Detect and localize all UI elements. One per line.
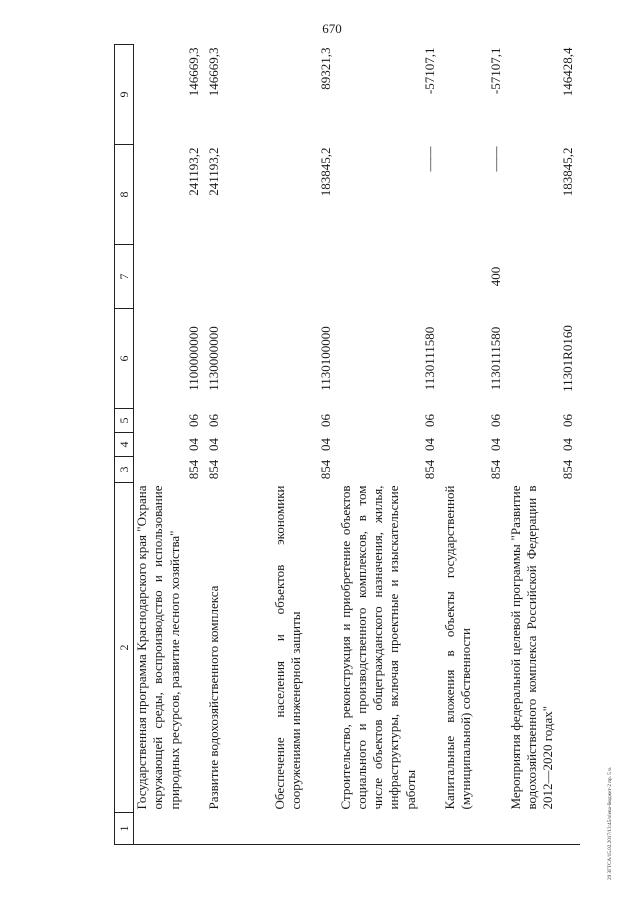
table-row [134, 45, 206, 845]
row-code-6: 1130100000 [318, 326, 334, 391]
header-col-8: 8 [115, 145, 134, 245]
row-code-5: 06 [318, 414, 334, 427]
row-code-4: 04 [205, 438, 221, 451]
row-value-8: 183845,2 [318, 147, 334, 197]
header-col-7: 7 [115, 245, 134, 309]
table-row [272, 45, 338, 845]
row-value-9: 89321,3 [318, 47, 334, 90]
row-name: Мероприятия федеральной целевой программы "Развитие водохозяйственного комплекса Российской Федерации в 2012—2020 годах" [507, 485, 555, 810]
row-code-7 [338, 245, 442, 309]
header-col-4: 4 [115, 433, 134, 457]
row-number-cell [272, 813, 338, 845]
row-code-7 [206, 245, 272, 309]
table-header-row [115, 45, 134, 845]
row-code-6: 1130111580 [488, 326, 504, 391]
header-col-3: 3 [115, 457, 134, 483]
row-code-7: 400 [488, 266, 504, 287]
row-value-8: —— [488, 147, 504, 172]
row-number-cell [338, 813, 442, 845]
table-row [338, 45, 442, 845]
row-code-5: 06 [488, 414, 504, 427]
row-value-8: —— [422, 147, 438, 172]
row-code-4: 04 [318, 438, 334, 451]
row-value-9: 146428,4 [560, 47, 576, 97]
row-code-4: 04 [422, 438, 438, 451]
table-row [206, 45, 272, 845]
row-value-8: 241193,2 [186, 147, 202, 196]
row-code-7 [508, 245, 580, 309]
row-name: Капитальные вложения в объекты государственной (муниципальной) собственности [441, 485, 473, 810]
row-name: Обеспечение населения и объектов экономики сооружениями инженерной защиты [271, 485, 303, 810]
footer-code: 29 ЗГТСА/15.02.2017/13:45/olena-бюджет-2 пр. 5 ч. [607, 767, 613, 880]
row-value-9: 146669,3 [186, 47, 202, 97]
row-code-3: 854 [205, 459, 221, 480]
row-name: Государственная программа Краснодарского края "Охрана окружающей среды, воспроизводство и использование природных ресурсов, развитие лесного хозяйства" [134, 485, 182, 810]
row-value-8: 183845,2 [560, 147, 576, 197]
header-col-5: 5 [115, 409, 134, 433]
row-code-7 [134, 245, 206, 309]
row-number-cell [508, 813, 580, 845]
budget-table [114, 44, 580, 845]
header-col-1: 1 [115, 813, 134, 845]
row-code-7 [272, 245, 338, 309]
row-name: Строительство, реконструкция и приобретение объектов социального и производственного комплексов, в том числе объектов общегражданского назначения, жилья, инфраструктуры, включая проектные и изыскательские работы [337, 485, 418, 810]
row-code-3: 854 [186, 459, 202, 480]
header-col-9: 9 [115, 45, 134, 145]
row-code-5: 06 [560, 414, 576, 427]
header-col-6: 6 [115, 309, 134, 409]
row-code-6: 1130000000 [205, 326, 221, 391]
row-code-6: 1100000000 [186, 326, 202, 391]
row-code-6: 1130111580 [422, 326, 438, 391]
budget-table-rotated [114, 45, 600, 845]
table-row [508, 45, 580, 845]
table-row [442, 45, 508, 845]
page-number: 670 [322, 21, 342, 36]
row-number-cell [206, 813, 272, 845]
header-col-2: 2 [115, 483, 134, 813]
row-code-5: 06 [205, 414, 221, 427]
row-code-3: 854 [422, 459, 438, 480]
row-code-5: 06 [186, 414, 202, 427]
row-value-9: -57107,1 [422, 47, 438, 95]
row-name: Развитие водохозяйственного комплекса [205, 585, 221, 810]
row-value-9: -57107,1 [488, 47, 504, 95]
row-code-3: 854 [318, 459, 334, 480]
row-code-3: 854 [560, 459, 576, 480]
row-code-3: 854 [488, 459, 504, 480]
row-code-6: 11301R0160 [560, 325, 576, 392]
row-code-5: 06 [422, 414, 438, 427]
row-code-4: 04 [560, 438, 576, 451]
row-code-4: 04 [186, 438, 202, 451]
row-value-8: 241193,2 [205, 147, 221, 196]
row-code-4: 04 [488, 438, 504, 451]
row-number-cell [134, 813, 206, 845]
row-value-9: 146669,3 [205, 47, 221, 97]
row-number-cell [442, 813, 508, 845]
